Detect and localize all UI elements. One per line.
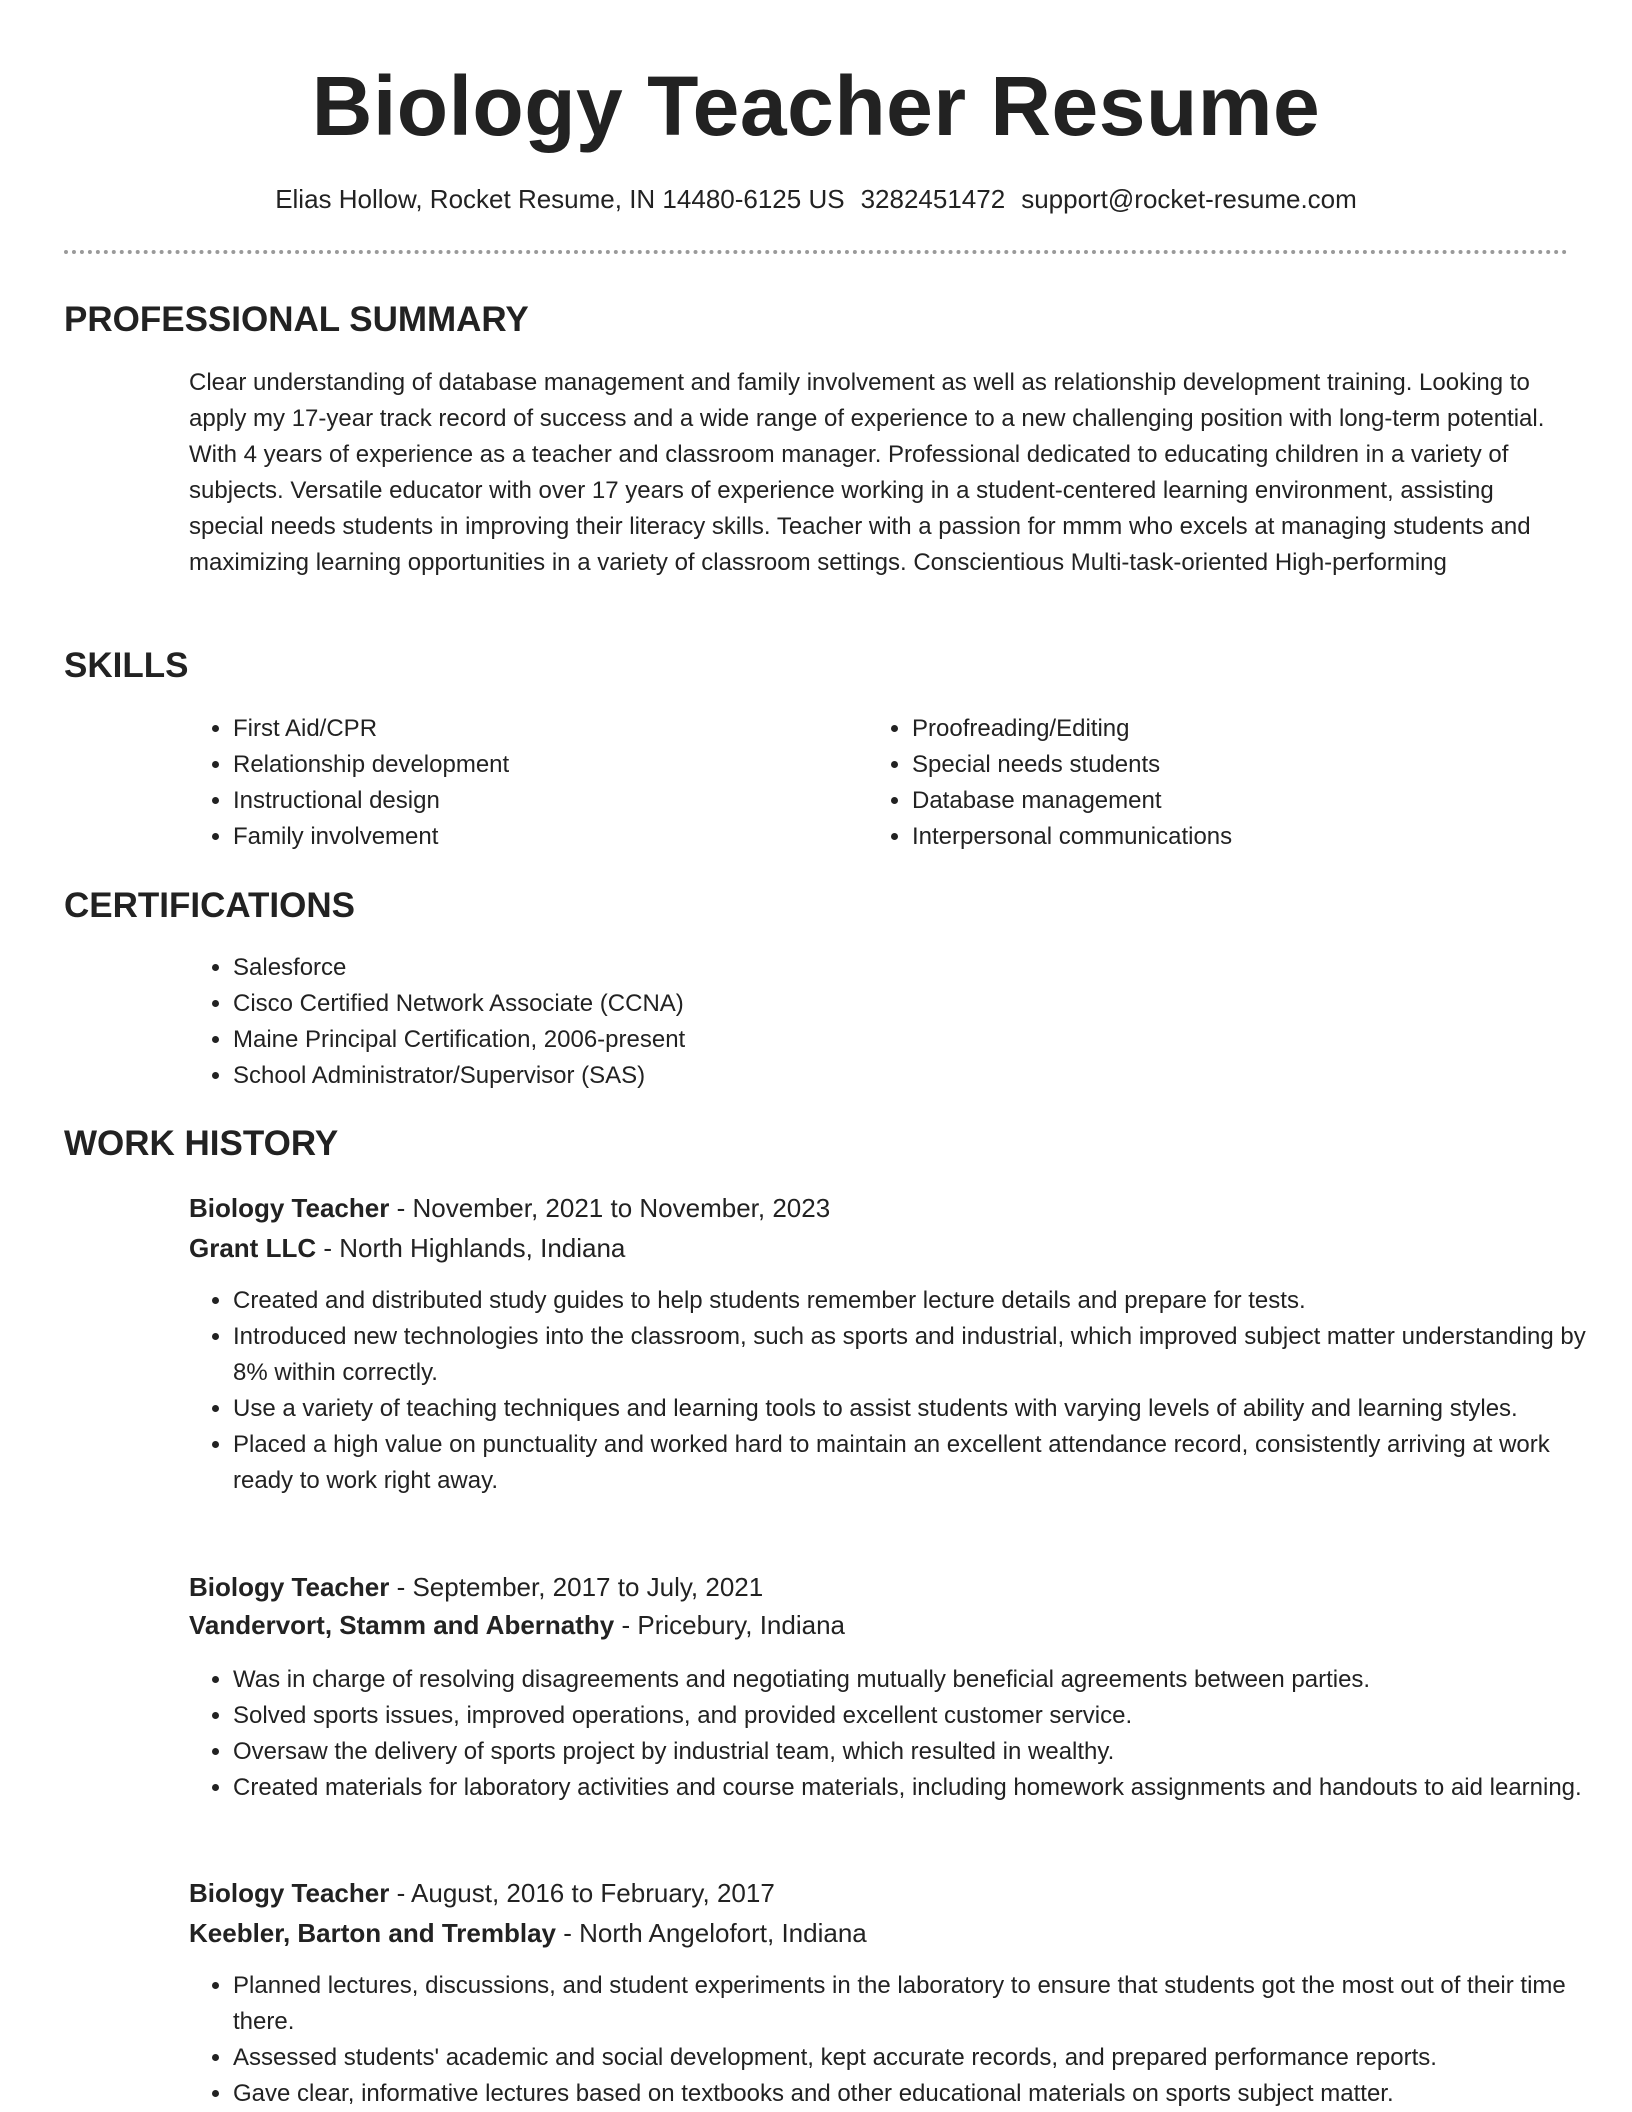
list-item: • Special needs students — [912, 747, 1532, 783]
list-item: • School Administrator/Supervisor (SAS) — [233, 1058, 1609, 1094]
job-bullets — [189, 1662, 1609, 1806]
job-bullets — [189, 1968, 1609, 2112]
job-company-line — [189, 1915, 867, 1951]
work-heading: WORK HISTORY — [64, 1124, 339, 1163]
job-location: - North Angelofort, Indiana — [556, 1918, 867, 1948]
summary-text: Clear understanding of database management and family involvement as well as relationship development training. Looking to apply my 17-year track record of success and a wide range of experience to a new challenging position with long-term potential. With 4 years of experience as a teacher and classroom manager. Professional dedicated to educating children in a variety of subjects. Versatile educator with over 17 years of experience working in a student-centered learning environment, assisting special needs students in improving their literacy skills. Teacher with a passion for mmm who excels at managing students and maximizing learning opportunities in a variety of classroom settings. Conscientious Multi-task-oriented High-performing — [189, 369, 1545, 576]
job-location: - Pricebury, Indiana — [614, 1610, 846, 1640]
list-item: • Solved sports issues, improved operations, and provided excellent customer service. — [233, 1698, 1609, 1734]
contact-address: Elias Hollow, Rocket Resume, IN 14480-6125 US — [275, 184, 845, 214]
list-item: • Salesforce — [233, 950, 1609, 986]
job-company-line — [189, 1230, 625, 1266]
contact-email: support@rocket-resume.com — [1021, 184, 1357, 214]
list-item: • Cisco Certified Network Associate (CCNA) — [233, 986, 1609, 1022]
job-title: Biology Teacher — [189, 1878, 390, 1908]
list-item: • Introduced new technologies into the classroom, such as sports and industrial, which improved subject matter understanding by 8% within correctly. — [233, 1319, 1609, 1391]
job-bullets — [189, 1283, 1609, 1499]
job-title-line — [189, 1875, 775, 1911]
list-item: • Family involvement — [233, 819, 853, 855]
list-item: • Was in charge of resolving disagreements and negotiating mutually beneficial agreements between parties. — [233, 1662, 1609, 1698]
list-item: • Instructional design — [233, 783, 853, 819]
job-location: - North Highlands, Indiana — [316, 1233, 626, 1263]
job-company-line — [189, 1607, 845, 1643]
job-title-line — [189, 1190, 830, 1226]
list-item: • Oversaw the delivery of sports project by industrial team, which resulted in wealthy. — [233, 1734, 1609, 1770]
header-divider — [64, 250, 1568, 254]
list-item: • Use a variety of teaching techniques and learning tools to assist students with varying levels of ability and learning styles. — [233, 1391, 1609, 1427]
contact-line — [0, 182, 1632, 216]
job-company: Keebler, Barton and Tremblay — [189, 1918, 557, 1948]
list-item: • Planned lectures, discussions, and student experiments in the laboratory to ensure that students got the most out of their time there. — [233, 1968, 1609, 2040]
resume-title: Biology Teacher Resume — [311, 59, 1321, 153]
certifications-list — [189, 950, 1609, 1094]
job-title: Biology Teacher — [189, 1572, 390, 1602]
job-dates: - September, 2017 to July, 2021 — [389, 1572, 764, 1602]
list-item: • Proofreading/Editing — [912, 711, 1532, 747]
skills-list-left — [189, 711, 853, 855]
list-item: • Placed a high value on punctuality and worked hard to maintain an excellent attendance record, consistently arriving at work ready to work right away. — [233, 1427, 1609, 1499]
skills-list-right — [868, 711, 1532, 855]
list-item: • Created and distributed study guides to help students remember lecture details and prepare for tests. — [233, 1283, 1609, 1319]
summary-heading: PROFESSIONAL SUMMARY — [64, 300, 529, 339]
list-item: • Gave clear, informative lectures based on textbooks and other educational materials on sports subject matter. — [233, 2076, 1609, 2112]
job-title: Biology Teacher — [189, 1193, 390, 1223]
list-item: • Relationship development — [233, 747, 853, 783]
list-item: • Created materials for laboratory activities and course materials, including homework assignments and handouts to aid learning. — [233, 1770, 1609, 1806]
list-item: • Interpersonal communications — [912, 819, 1532, 855]
job-company: Grant LLC — [189, 1233, 317, 1263]
list-item: • Database management — [912, 783, 1532, 819]
list-item: • Maine Principal Certification, 2006-present — [233, 1022, 1609, 1058]
job-dates: - November, 2021 to November, 2023 — [389, 1193, 831, 1223]
certifications-heading: CERTIFICATIONS — [64, 886, 356, 925]
job-dates: - August, 2016 to February, 2017 — [389, 1878, 775, 1908]
job-company: Vandervort, Stamm and Abernathy — [189, 1610, 615, 1640]
skills-heading: SKILLS — [64, 646, 189, 685]
contact-phone: 3282451472 — [860, 184, 1006, 214]
list-item: • Assessed students' academic and social development, kept accurate records, and prepared performance reports. — [233, 2040, 1609, 2076]
job-title-line — [189, 1569, 763, 1605]
list-item: • First Aid/CPR — [233, 711, 853, 747]
